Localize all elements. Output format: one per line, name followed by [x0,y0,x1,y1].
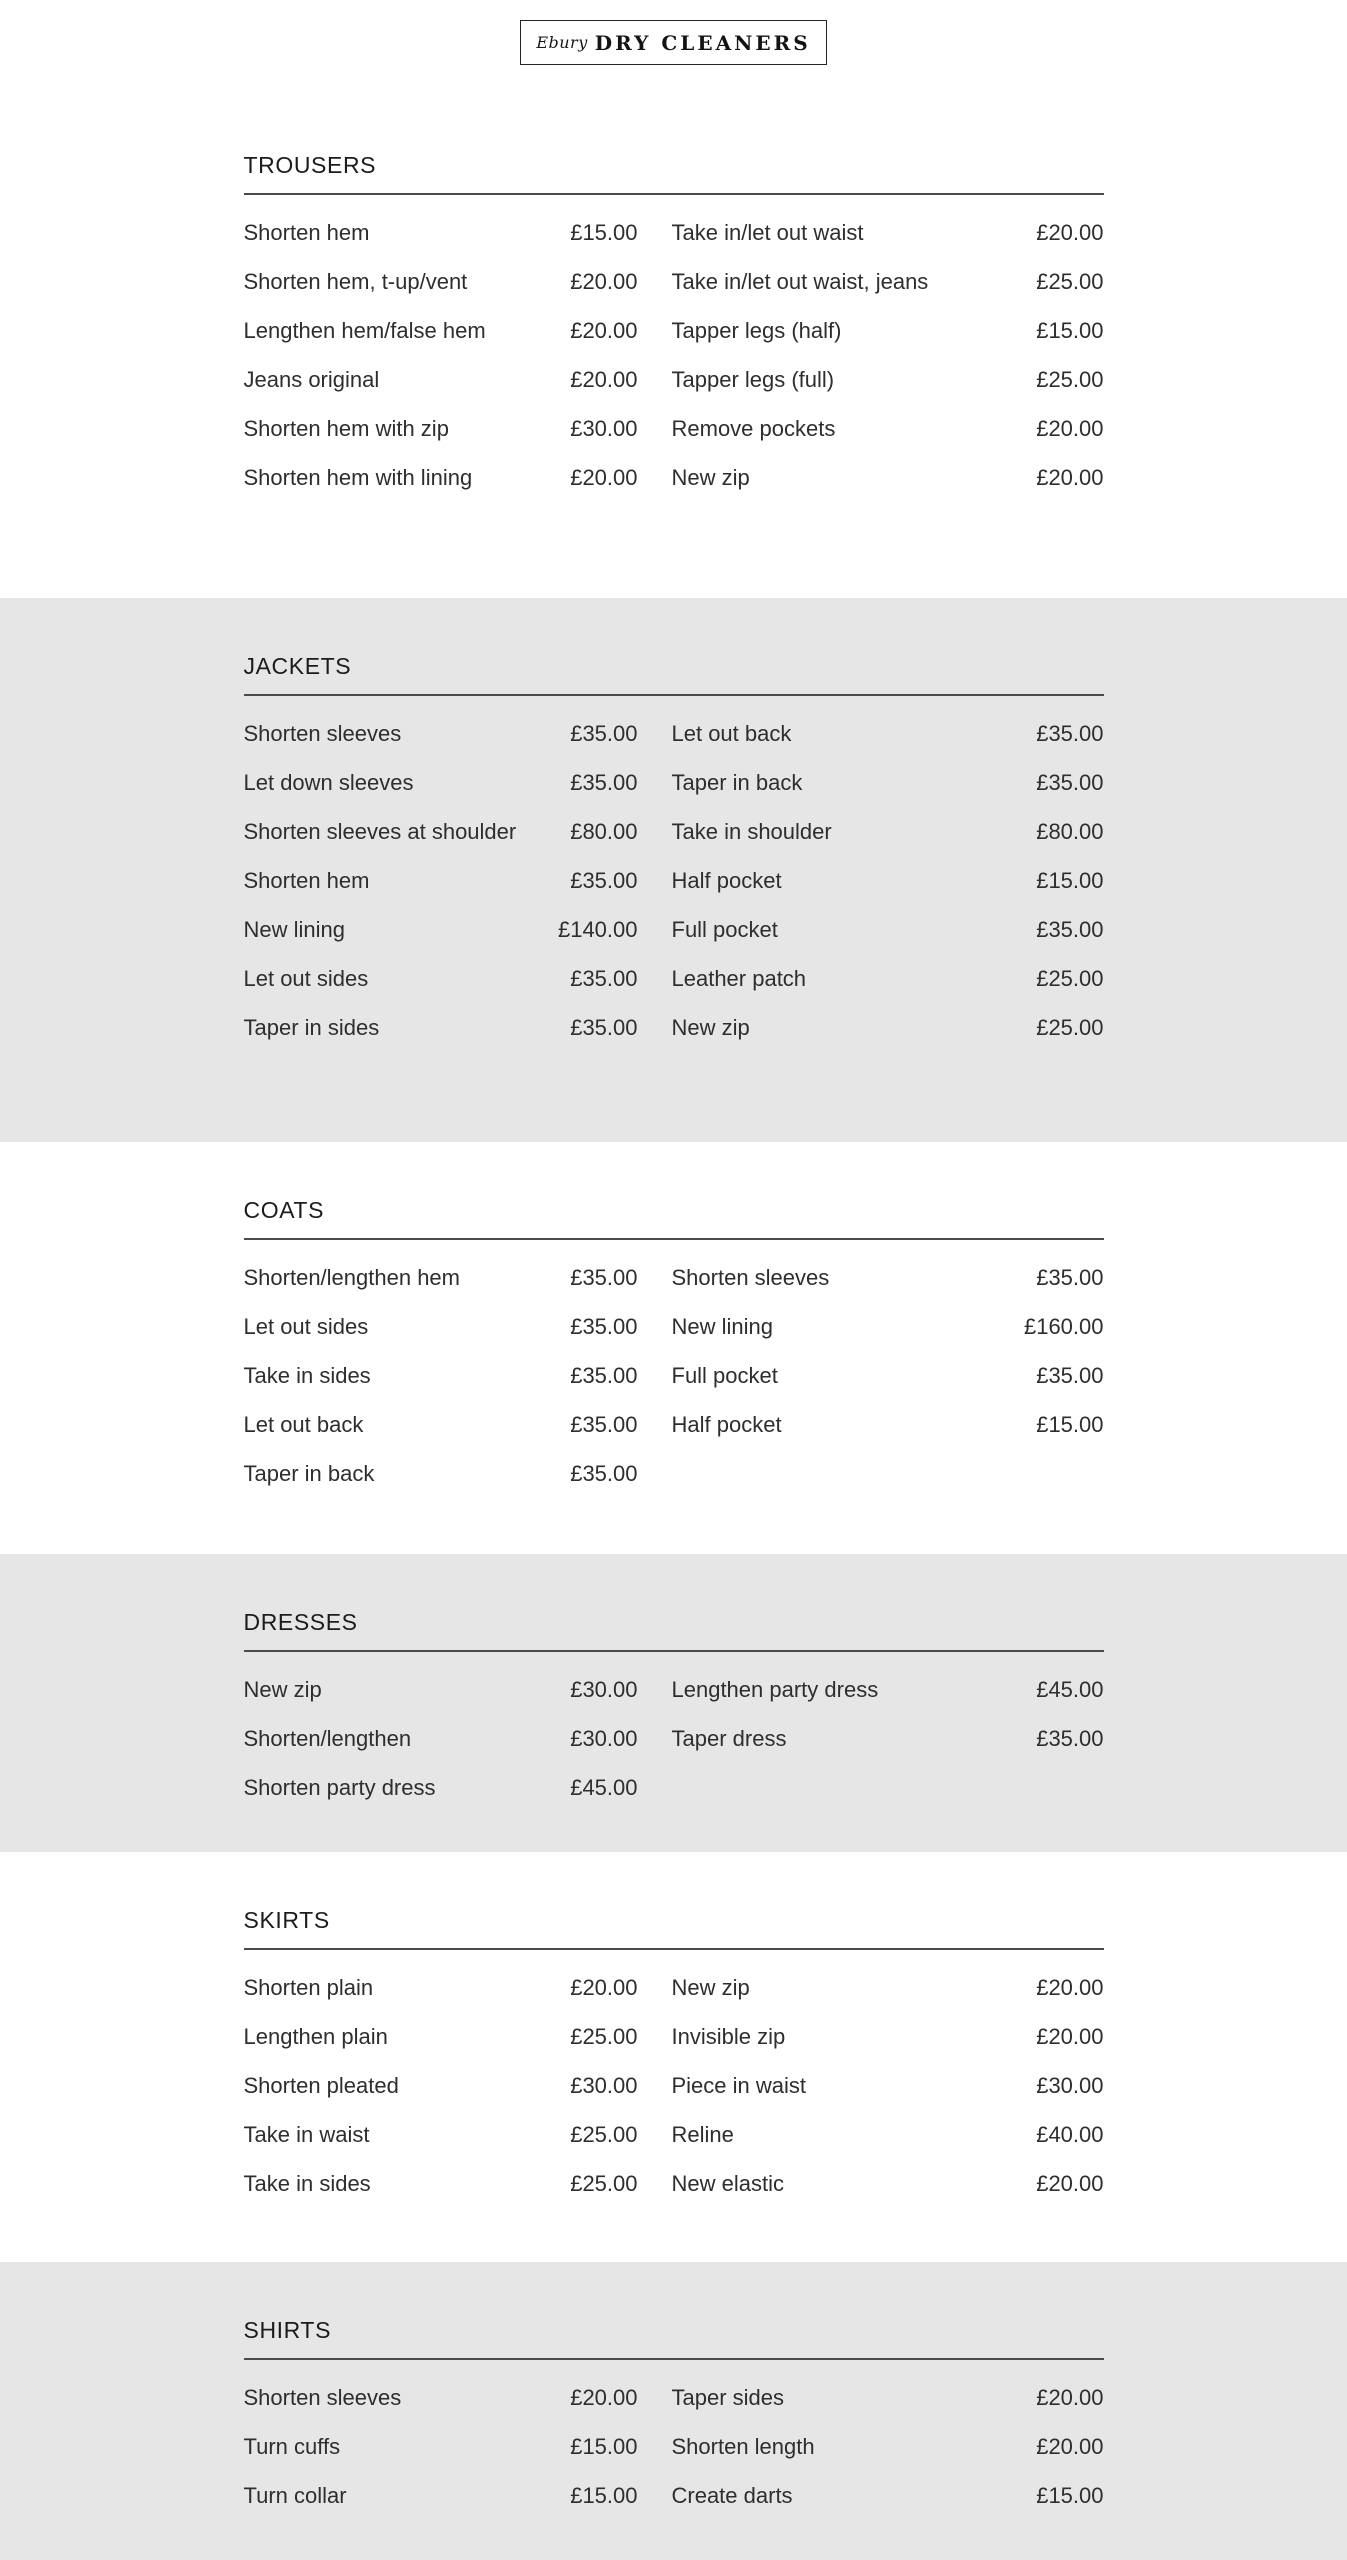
service-label: Shorten hem [243,868,370,893]
service-label: New zip [671,465,750,490]
service-price: £25.00 [570,2024,638,2049]
service-price: £20.00 [1036,416,1104,441]
service-price: £40.00 [1036,2122,1104,2147]
price-row [244,1315,638,1339]
price-row [244,2074,638,2098]
service-label: Let out sides [243,1314,369,1339]
service-price: £25.00 [1036,269,1104,294]
section-container [244,1610,1104,1825]
section-divider [244,694,1104,696]
service-label: Lengthen plain [243,2024,388,2049]
service-label: Full pocket [671,917,778,942]
price-row [244,869,638,893]
service-price: £20.00 [570,318,638,343]
service-label: Lengthen party dress [671,1677,879,1702]
service-label: Create darts [671,2483,793,2508]
service-price: £35.00 [570,721,638,746]
service-label: Shorten pleated [243,2073,399,2098]
price-row [672,1315,1104,1339]
service-price: £45.00 [1036,1677,1104,1702]
section-divider [244,193,1104,195]
service-price: £20.00 [1036,220,1104,245]
price-row [672,270,1104,294]
service-price: £30.00 [570,416,638,441]
service-label: Half pocket [671,868,782,893]
service-price: £35.00 [1036,770,1104,795]
service-price: £25.00 [570,2122,638,2147]
price-row [244,417,638,441]
service-price: £35.00 [1036,1726,1104,1751]
service-label: Full pocket [671,1363,778,1388]
service-label: Shorten hem with zip [243,416,449,441]
price-row [672,2435,1104,2459]
service-label: Take in/let out waist [671,220,864,245]
service-price: £35.00 [1036,1265,1104,1290]
price-row [244,771,638,795]
price-column-right [672,2386,1104,2533]
service-price: £20.00 [1036,2171,1104,2196]
section-title: COATS [243,1197,325,1223]
price-grid [244,1976,1104,2221]
section-title: SKIRTS [243,1907,330,1933]
service-label: Shorten party dress [243,1775,436,1800]
service-label: Take in shoulder [671,819,832,844]
price-row [244,368,638,392]
section-container [244,153,1104,515]
service-label: New zip [671,1015,750,1040]
price-row [244,2484,638,2508]
section-divider [244,1948,1104,1950]
price-row [672,1727,1104,1751]
service-price: £20.00 [570,367,638,392]
service-label: Taper in sides [243,1015,380,1040]
price-column-left [244,1266,638,1511]
price-row [244,2435,638,2459]
price-row [244,1776,638,1800]
price-grid [244,1266,1104,1511]
service-price: £30.00 [570,1677,638,1702]
price-column-left [244,221,638,515]
service-price: £20.00 [570,1975,638,2000]
section-shirts [0,2262,1347,2560]
service-price: £35.00 [570,1461,638,1486]
service-price: £35.00 [570,1265,638,1290]
service-price: £25.00 [570,2171,638,2196]
section-divider [244,2358,1104,2360]
price-row [244,1727,638,1751]
service-label: Let out sides [243,966,369,991]
price-row [244,820,638,844]
service-label: Let out back [243,1412,364,1437]
service-label: New zip [671,1975,750,2000]
section-container [244,1908,1104,2221]
service-label: Half pocket [671,1412,782,1437]
service-price: £15.00 [1036,868,1104,893]
service-label: Turn collar [243,2483,347,2508]
price-column-right [672,221,1104,515]
service-price: £35.00 [1036,721,1104,746]
service-price: £35.00 [570,966,638,991]
section-divider [244,1238,1104,1240]
service-label: Taper in back [671,770,803,795]
price-grid [244,722,1104,1065]
service-price: £15.00 [570,220,638,245]
price-row [672,1016,1104,1040]
service-price: £35.00 [570,770,638,795]
price-row [244,221,638,245]
service-price: £80.00 [1036,819,1104,844]
service-price: £35.00 [570,1015,638,1040]
service-label: New zip [243,1677,322,1702]
service-label: Take in sides [243,1363,371,1388]
price-row [244,1266,638,1290]
price-row [672,319,1104,343]
service-label: New elastic [671,2171,784,2196]
service-label: Shorten hem with lining [243,465,473,490]
service-label: Invisible zip [671,2024,786,2049]
price-column-right [672,1678,1104,1776]
service-price: £20.00 [1036,1975,1104,2000]
price-row [672,722,1104,746]
price-grid [244,1678,1104,1825]
price-row [672,466,1104,490]
service-price: £20.00 [1036,465,1104,490]
service-price: £30.00 [570,1726,638,1751]
price-row [672,1413,1104,1437]
service-price: £35.00 [570,868,638,893]
service-price: £25.00 [1036,367,1104,392]
service-price: £25.00 [1036,1015,1104,1040]
price-row [244,1364,638,1388]
section-jackets [0,598,1347,1142]
price-row [244,466,638,490]
price-row [672,820,1104,844]
service-label: Tapper legs (half) [671,318,842,343]
price-row [672,2386,1104,2410]
page-header [0,0,1347,65]
service-label: Let down sleeves [243,770,414,795]
price-row [672,2484,1104,2508]
service-label: Remove pockets [671,416,836,441]
price-row [244,1016,638,1040]
service-price: £35.00 [1036,917,1104,942]
service-label: Piece in waist [671,2073,807,2098]
service-price: £15.00 [1036,2483,1104,2508]
service-price: £35.00 [570,1314,638,1339]
service-price: £80.00 [570,819,638,844]
price-row [244,2386,638,2410]
price-row [244,1413,638,1437]
service-price: £35.00 [1036,1363,1104,1388]
service-label: Shorten hem [243,220,370,245]
price-column-left [244,722,638,1065]
price-row [672,1976,1104,2000]
service-price: £30.00 [1036,2073,1104,2098]
service-price: £45.00 [570,1775,638,1800]
section-trousers [0,65,1347,598]
service-price: £20.00 [1036,2385,1104,2410]
price-row [672,771,1104,795]
price-grid [244,2386,1104,2533]
service-label: Taper dress [671,1726,787,1751]
price-row [244,918,638,942]
price-row [244,2025,638,2049]
service-label: New lining [243,917,345,942]
service-price: £25.00 [1036,966,1104,991]
service-label: New lining [671,1314,773,1339]
price-column-left [244,2386,638,2533]
service-label: Lengthen hem/false hem [243,318,486,343]
section-dresses [0,1554,1347,1852]
service-label: Shorten sleeves [671,1265,830,1290]
price-row [244,967,638,991]
section-divider [244,1650,1104,1652]
price-row [672,1266,1104,1290]
price-row [672,2074,1104,2098]
brand-name-text: DRY CLEANERS [594,30,811,55]
service-price: £20.00 [570,269,638,294]
price-row [672,368,1104,392]
brand-logo [520,20,826,65]
service-price: £15.00 [570,2483,638,2508]
price-row [244,319,638,343]
price-row [672,221,1104,245]
service-label: Shorten sleeves [243,721,402,746]
section-container [244,654,1104,1065]
section-title: SHIRTS [243,2317,332,2343]
price-column-right [672,1266,1104,1462]
price-row [244,1976,638,2000]
section-coats [0,1142,1347,1554]
price-row [244,722,638,746]
price-row [672,1678,1104,1702]
service-label: Shorten hem, t-up/vent [243,269,468,294]
price-column-left [244,1976,638,2221]
section-title: JACKETS [243,653,352,679]
service-price: £15.00 [570,2434,638,2459]
price-row [244,2172,638,2196]
price-row [672,2123,1104,2147]
service-label: Shorten length [671,2434,815,2459]
price-row [672,2025,1104,2049]
price-row [672,417,1104,441]
service-price: £15.00 [1036,1412,1104,1437]
service-price: £20.00 [1036,2434,1104,2459]
service-price: £20.00 [1036,2024,1104,2049]
service-price: £20.00 [570,2385,638,2410]
price-row [672,918,1104,942]
service-label: Shorten/lengthen [243,1726,412,1751]
service-label: Take in waist [243,2122,370,2147]
service-label: Shorten/lengthen hem [243,1265,460,1290]
service-label: Tapper legs (full) [671,367,835,392]
price-row [244,1678,638,1702]
brand-script-text: Ebury [536,33,588,52]
price-row [672,2172,1104,2196]
menu [0,65,1347,2560]
price-column-left [244,1678,638,1825]
price-row [672,967,1104,991]
service-label: Reline [671,2122,734,2147]
section-title: DRESSES [243,1609,358,1635]
service-price: £15.00 [1036,318,1104,343]
price-column-right [672,1976,1104,2221]
service-label: Shorten sleeves [243,2385,402,2410]
section-title: TROUSERS [243,152,377,178]
service-price: £35.00 [570,1363,638,1388]
section-container [244,1198,1104,1511]
price-row [244,2123,638,2147]
service-label: Shorten plain [243,1975,374,2000]
service-label: Taper sides [671,2385,785,2410]
service-price: £35.00 [570,1412,638,1437]
service-label: Turn cuffs [243,2434,341,2459]
price-grid [244,221,1104,515]
service-price: £140.00 [557,917,638,942]
service-label: Jeans original [243,367,380,392]
price-row [672,869,1104,893]
price-column-right [672,722,1104,1065]
service-price: £20.00 [570,465,638,490]
service-label: Take in sides [243,2171,371,2196]
service-label: Shorten sleeves at shoulder [243,819,517,844]
section-container [244,2318,1104,2533]
service-price: £160.00 [1023,1314,1104,1339]
service-label: Leather patch [671,966,807,991]
price-row [244,270,638,294]
section-skirts [0,1852,1347,2262]
service-label: Taper in back [243,1461,375,1486]
price-row [244,1462,638,1486]
price-row [672,1364,1104,1388]
service-label: Let out back [671,721,792,746]
service-price: £30.00 [570,2073,638,2098]
service-label: Take in/let out waist, jeans [671,269,929,294]
